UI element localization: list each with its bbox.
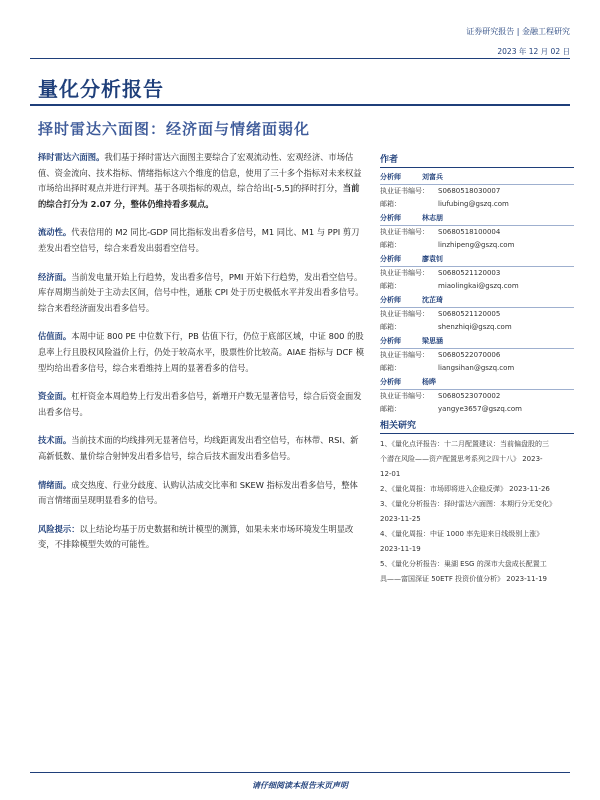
author-block	[380, 212, 574, 252]
author-email[interactable]: linzhipeng@gszq.com	[438, 241, 515, 249]
license-number: S0680518100004	[438, 228, 501, 236]
section-text: 当前技术面的均线排列无显著信号，均线距离发出看空信号，布林带、RSI、新高新低数、量价综合射钟发出看多信号，综合后技术面发出看多信号。	[38, 435, 359, 461]
author-email-row	[380, 403, 574, 416]
report-type: 量化分析报告	[38, 77, 164, 101]
related-item[interactable]: 4、《量化周报：中证 1000 率先迎来日线级别上涨》	[380, 530, 544, 538]
license-label: 执业证书编号：	[380, 228, 429, 236]
email-label: 邮箱：	[380, 405, 401, 413]
related-title: 相关研究	[380, 418, 574, 434]
author-role: 分析师	[380, 173, 401, 181]
email-label: 邮箱：	[380, 323, 401, 331]
author-email-row	[380, 321, 574, 334]
related-list	[380, 437, 574, 587]
author-role: 分析师	[380, 378, 401, 386]
section-technical	[38, 433, 364, 464]
summary-paragraph	[38, 150, 364, 212]
license-label: 执业证书编号：	[380, 310, 429, 318]
report-title: 择时雷达六面图：经济面与情绪面弱化	[38, 120, 311, 138]
author-email[interactable]: liufubing@gszq.com	[438, 200, 509, 208]
author-name-row	[380, 294, 574, 308]
author-license-row	[380, 226, 574, 239]
author-role: 分析师	[380, 337, 401, 345]
author-email[interactable]: miaolingkai@gszq.com	[438, 282, 519, 290]
sidebar	[380, 152, 574, 587]
author-block	[380, 253, 574, 293]
license-label: 执业证书编号：	[380, 269, 429, 277]
email-label: 邮箱：	[380, 364, 401, 372]
email-label: 邮箱：	[380, 241, 401, 249]
related-item[interactable]: 1、《量化点评报告：十二月配置建议：当前偏盘股的三	[380, 440, 549, 448]
summary-label: 择时雷达六面图。	[38, 152, 105, 162]
author-license-row	[380, 267, 574, 280]
related-item[interactable]: 2023-11-19	[380, 545, 421, 553]
section-label: 技术面。	[38, 435, 72, 446]
author-name: 刘富兵	[422, 173, 443, 181]
license-label: 执业证书编号：	[380, 392, 429, 400]
report-date: 2023 年 12 月 02 日	[497, 47, 570, 56]
author-license-row	[380, 308, 574, 321]
section-label: 经济面。	[38, 271, 72, 282]
author-role: 分析师	[380, 255, 401, 263]
author-email-row	[380, 362, 574, 375]
author-block	[380, 294, 574, 334]
author-name-row	[380, 253, 574, 267]
author-name: 杨晔	[422, 378, 436, 386]
author-name-row	[380, 212, 574, 226]
summary-text: 我们基于择时雷达六面图主要综合了宏观流动性、宏观经济、市场估值、资金流向、技术指标、情绪指标这六个维度的信息，使用了三十多个指标对未来权益市场给出择时观点并进行评判。基于各项指标的观点，综合给出[-5,5]的择时打分，	[38, 152, 362, 194]
related-item[interactable]: 2、《量化周报：市场即将进入企稳反弹》 2023-11-26	[380, 485, 550, 493]
license-number: S0680521120003	[438, 269, 501, 277]
license-number: S0680523070002	[438, 392, 501, 400]
section-valuation	[38, 329, 364, 376]
author-name: 梁思涵	[422, 337, 443, 345]
email-label: 邮箱：	[380, 200, 401, 208]
section-label: 估值面。	[38, 331, 72, 342]
title-divider	[30, 104, 570, 106]
section-text: 杠杆资金本周趋势上行发出看多信号，新增开户数无显著信号，综合后资金面发出看多信号。	[38, 391, 362, 417]
section-text: 以上结论均基于历史数据和统计模型的测算，如果未来市场环境发生明显改变，不排除模型失效的可能性。	[38, 523, 354, 550]
footer-divider	[30, 772, 570, 773]
author-license-row	[380, 390, 574, 403]
author-role: 分析师	[380, 296, 401, 304]
author-license-row	[380, 349, 574, 362]
author-email-row	[380, 198, 574, 211]
author-name-row	[380, 376, 574, 390]
author-email-row	[380, 280, 574, 293]
license-label: 执业证书编号：	[380, 187, 429, 195]
author-block	[380, 171, 574, 211]
author-email[interactable]: liangsihan@gszq.com	[438, 364, 515, 372]
section-text: 代表信用的 M2 同比-GDP 同比指标发出看多信号，M1 同比、M1 与 PPI 剪刀差发出看空信号，综合来看发出弱看空信号。	[38, 227, 360, 253]
section-risk	[38, 522, 364, 553]
author-block	[380, 335, 574, 375]
related-item[interactable]: 具——富国深证 50ETF 投资价值分析》 2023-11-19	[380, 575, 547, 583]
section-text: 成交热度、行业分歧度、认购认沽成交比率和 SKEW 指标发出看多信号，整体而言情绪面呈现明显看多的信号。	[38, 479, 358, 506]
section-label: 情绪面。	[38, 479, 72, 490]
related-item[interactable]: 5、《量化分析报告：巢湖 ESG 的深市大盘成长配置工	[380, 560, 547, 568]
related-item[interactable]: 2023-11-25	[380, 515, 421, 523]
section-sentiment	[38, 478, 364, 509]
license-number: S0680521120005	[438, 310, 501, 318]
author-name: 林志朋	[422, 214, 443, 222]
author-license-row	[380, 185, 574, 198]
author-role: 分析师	[380, 214, 401, 222]
section-text: 当前发电量开始上行趋势，发出看多信号，PMI 开始下行趋势，发出看空信号。库存周期当前处于主动去区间，信号中性，通胀 CPI 处于历史极低水平并发出看多信号。综合来看经济面发出看多信号。	[38, 271, 364, 313]
license-number: S0680522070006	[438, 351, 501, 359]
author-name: 廖袁钊	[422, 255, 443, 263]
section-label: 风险提示：	[38, 523, 80, 534]
related-item[interactable]: 3、《量化分析报告：择时雷达六面图：本期行分无变化》	[380, 500, 556, 508]
header-divider	[30, 58, 570, 59]
related-item[interactable]: 个潜在风险——资产配置思考系列之四十八》 2023-	[380, 455, 543, 463]
section-label: 资金面。	[38, 391, 72, 402]
author-block	[380, 376, 574, 416]
section-economy	[38, 270, 364, 317]
summary-conclusion: 当前的综合打分为 2.07 分，整体仍维持看多观点。	[38, 183, 360, 209]
author-name: 沈芷琦	[422, 296, 443, 304]
section-liquidity	[38, 225, 364, 256]
license-label: 执业证书编号：	[380, 351, 429, 359]
authors-title: 作者	[380, 152, 574, 168]
author-email[interactable]: yangye3657@gszq.com	[438, 405, 522, 413]
main-content	[38, 150, 364, 566]
email-label: 邮箱：	[380, 282, 401, 290]
related-item[interactable]: 12-01	[380, 470, 401, 478]
header-category: 证券研究报告 | 金融工程研究	[466, 27, 570, 36]
author-name-row	[380, 171, 574, 185]
footer-disclaimer: 请仔细阅读本报告末页声明	[252, 781, 348, 790]
section-text: 本周中证 800 PE 中位数下行，PB 估值下行，仍位于底部区域，中证 800 的股息率上行且股权风险溢价上行，仍处于较高水平，股票性价比较高。AIAE 指标与 DCF 模型均给出看多信号，综合来看维持上周的显著看多的信号。	[38, 331, 365, 373]
license-number: S0680518030007	[438, 187, 501, 195]
section-capital	[38, 389, 364, 420]
author-email-row	[380, 239, 574, 252]
section-label: 流动性。	[38, 227, 72, 238]
author-email[interactable]: shenzhiqi@gszq.com	[438, 323, 512, 331]
authors-list	[380, 171, 574, 416]
author-name-row	[380, 335, 574, 349]
